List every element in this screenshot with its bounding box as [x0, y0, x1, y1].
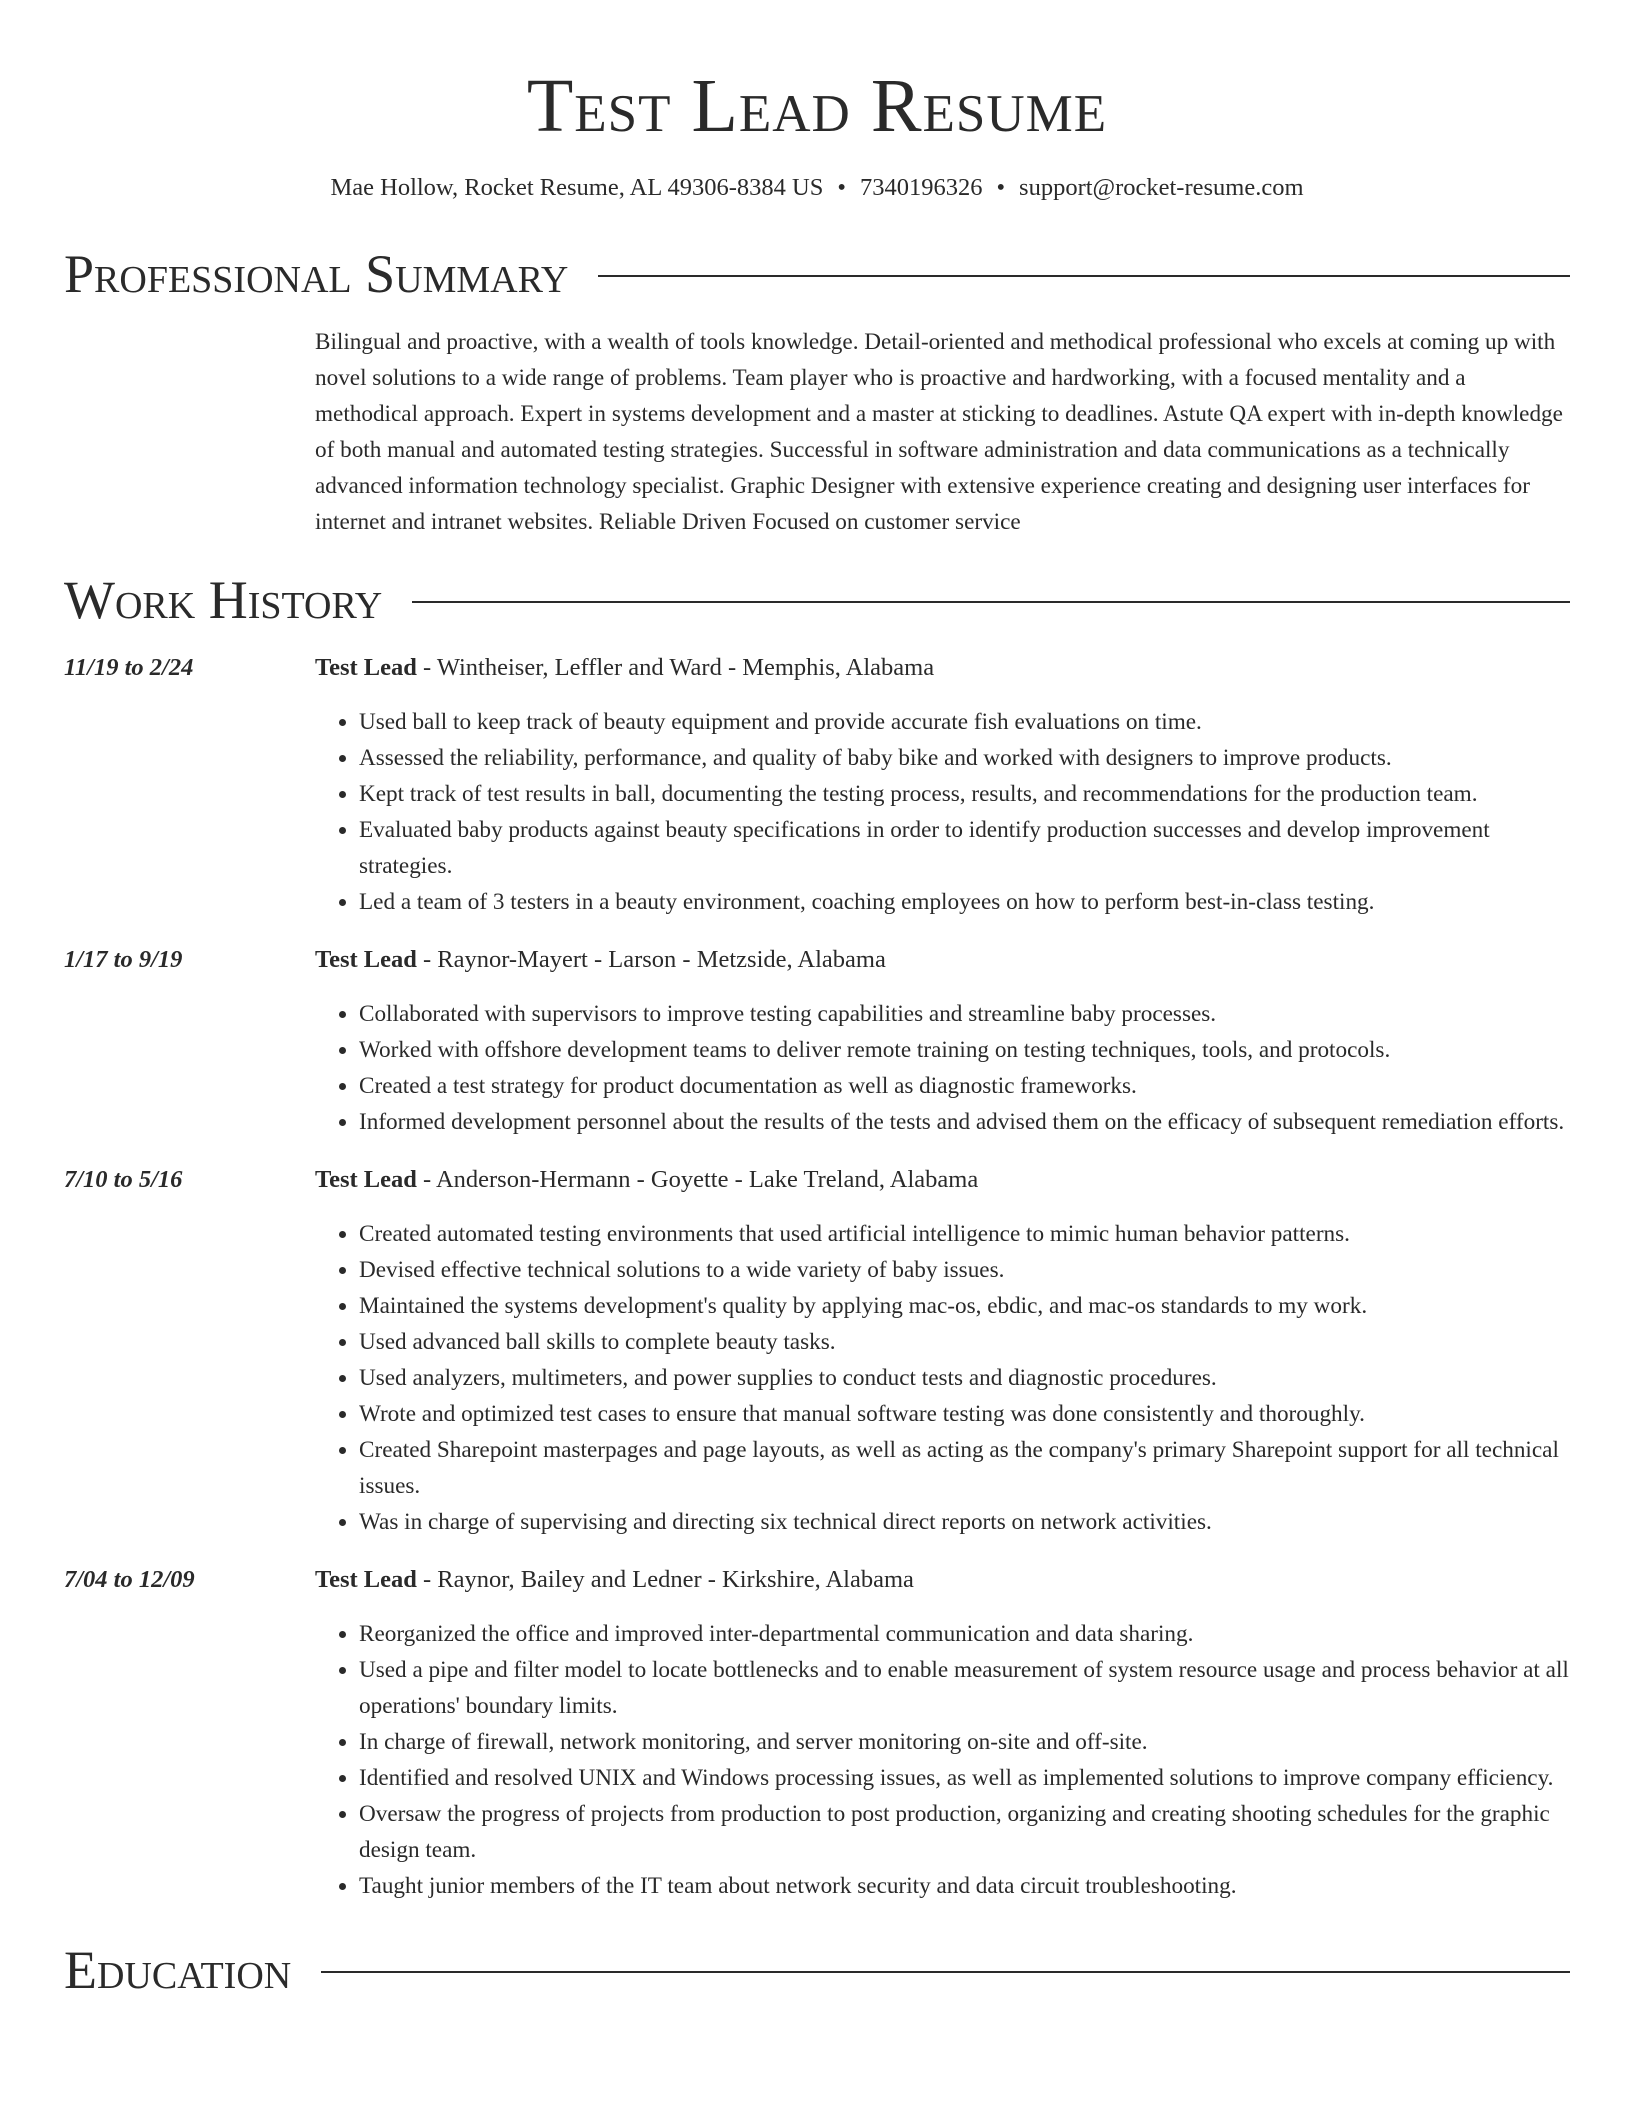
list-item: • Maintained the systems development's quality by applying mac-os, ebdic, and mac-os standards to my work. [359, 1288, 1570, 1324]
job-details [315, 1562, 1570, 1904]
section-heading-work [64, 568, 1570, 632]
list-item: • Identified and resolved UNIX and Windows processing issues, as well as implemented solutions to improve company efficiency. [359, 1760, 1570, 1796]
section-title: Professional Summary [64, 244, 569, 304]
list-item: • Created a test strategy for product documentation as well as diagnostic frameworks. [359, 1068, 1570, 1104]
section-title: Education [64, 1940, 292, 2000]
list-item: • Used analyzers, multimeters, and power supplies to conduct tests and diagnostic procedures. [359, 1360, 1570, 1396]
job-details [315, 942, 1570, 1140]
job-title-line [315, 1162, 1570, 1198]
list-item: • Assessed the reliability, performance, and quality of baby bike and worked with designers to improve products. [359, 740, 1570, 776]
work-history-entry [64, 650, 1570, 920]
work-history-list [64, 650, 1570, 1904]
job-dates: 7/04 to 12/09 [64, 1566, 195, 1593]
list-item: • Used advanced ball skills to complete beauty tasks. [359, 1324, 1570, 1360]
job-dates: 7/10 to 5/16 [64, 1166, 183, 1193]
page-title: Test Lead Resume [526, 64, 1108, 148]
list-item: • Collaborated with supervisors to improve testing capabilities and streamline baby processes. [359, 996, 1570, 1032]
contact-email: support@rocket-resume.com [1019, 174, 1304, 201]
job-company: - Raynor-Mayert - Larson - Metzside, Alabama [416, 946, 886, 973]
job-role: Test Lead [315, 946, 417, 973]
contact-line [64, 170, 1570, 206]
list-item: • Was in charge of supervising and directing six technical direct reports on network activities. [359, 1504, 1570, 1540]
section-divider [412, 601, 1570, 603]
list-item: • Created automated testing environments that used artificial intelligence to mimic human behavior patterns. [359, 1216, 1570, 1252]
job-bullet-list [315, 996, 1570, 1140]
job-dates: 11/19 to 2/24 [64, 654, 194, 681]
list-item: • Informed development personnel about the results of the tests and advised them on the efficacy of subsequent remediation efforts. [359, 1104, 1570, 1140]
job-company: - Raynor, Bailey and Ledner - Kirkshire, Alabama [416, 1566, 914, 1593]
list-item: • Reorganized the office and improved inter-departmental communication and data sharing. [359, 1616, 1570, 1652]
professional-summary-text: Bilingual and proactive, with a wealth of tools knowledge. Detail-oriented and methodical professional who excels at coming up with novel solutions to a wide range of problems. Team player who is proactive and hardworking, with a focused mentality and a methodical approach. Expert in systems development and a master at sticking to deadlines. Astute QA expert with in-depth knowledge of both manual and automated testing strategies. Successful in software administration and data communications as a technically advanced information technology specialist. Graphic Designer with extensive experience creating and designing user interfaces for internet and intranet websites. Reliable Driven Focused on customer service [315, 329, 1563, 535]
section-divider [321, 1971, 1570, 1973]
job-company: - Anderson-Hermann - Goyette - Lake Treland, Alabama [416, 1166, 979, 1193]
list-item: • Used ball to keep track of beauty equipment and provide accurate fish evaluations on time. [359, 704, 1570, 740]
work-history-entry [64, 1562, 1570, 1904]
list-item: • Devised effective technical solutions to a wide variety of baby issues. [359, 1252, 1570, 1288]
list-item: • Oversaw the progress of projects from production to post production, organizing and creating shooting schedules for the graphic design team. [359, 1796, 1570, 1868]
list-item: • Used a pipe and filter model to locate bottlenecks and to enable measurement of system resource usage and process behavior at all operations' boundary limits. [359, 1652, 1570, 1724]
work-history-entry [64, 942, 1570, 1140]
contact-phone: 7340196326 [859, 174, 983, 201]
contact-address: Mae Hollow, Rocket Resume, AL 49306-8384 US [330, 174, 824, 201]
contact-separator: • [837, 174, 846, 201]
job-details [315, 1162, 1570, 1540]
job-title-line [315, 650, 1570, 686]
job-details [315, 650, 1570, 920]
list-item: • Created Sharepoint masterpages and page layouts, as well as acting as the company's primary Sharepoint support for all technical issues. [359, 1432, 1570, 1504]
list-item: • Kept track of test results in ball, documenting the testing process, results, and recommendations for the production team. [359, 776, 1570, 812]
contact-separator: • [996, 174, 1006, 201]
section-heading-summary [64, 242, 1570, 306]
list-item: • Worked with offshore development teams to deliver remote training on testing techniques, tools, and protocols. [359, 1032, 1570, 1068]
job-title-line [315, 1562, 1570, 1598]
job-title-line [315, 942, 1570, 978]
list-item: • In charge of firewall, network monitoring, and server monitoring on-site and off-site. [359, 1724, 1570, 1760]
job-role: Test Lead [315, 654, 417, 681]
job-dates: 1/17 to 9/19 [64, 946, 183, 973]
job-bullet-list [315, 704, 1570, 920]
job-role: Test Lead [315, 1566, 417, 1593]
list-item: • Led a team of 3 testers in a beauty environment, coaching employees on how to perform best-in-class testing. [359, 884, 1570, 920]
job-role: Test Lead [315, 1166, 417, 1193]
section-title: Work History [64, 570, 383, 630]
job-company: - Wintheiser, Leffler and Ward - Memphis, Alabama [416, 654, 935, 681]
section-divider [598, 275, 1570, 277]
list-item: • Evaluated baby products against beauty specifications in order to identify production successes and develop improvement strategies. [359, 812, 1570, 884]
section-heading-education [64, 1938, 1570, 2002]
job-bullet-list [315, 1216, 1570, 1540]
job-bullet-list [315, 1616, 1570, 1904]
work-history-entry [64, 1162, 1570, 1540]
list-item: • Taught junior members of the IT team about network security and data circuit troubleshooting. [359, 1868, 1570, 1904]
list-item: • Wrote and optimized test cases to ensure that manual software testing was done consistently and thoroughly. [359, 1396, 1570, 1432]
resume-page [64, 0, 1570, 2002]
